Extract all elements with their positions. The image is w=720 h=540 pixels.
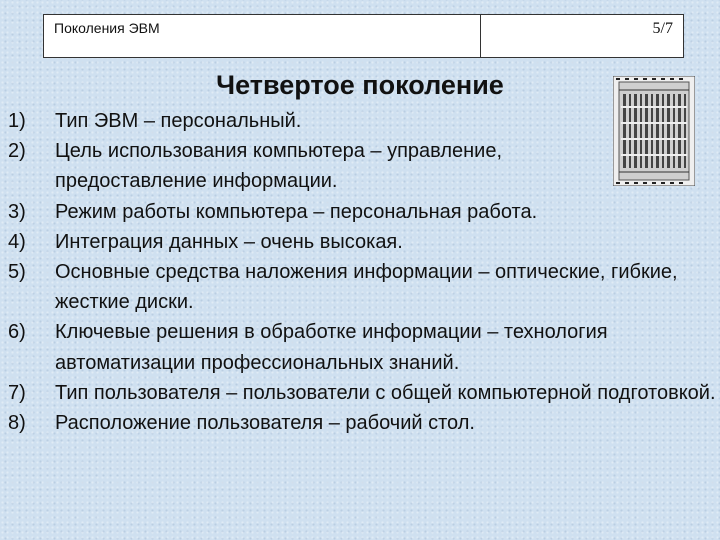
list-item: [8, 106, 720, 136]
page-number: 5/7: [652, 20, 673, 37]
item-text: Режим работы компьютера – персональная работа.: [55, 200, 538, 223]
header-title: Поколения ЭВМ: [44, 15, 481, 57]
item-number: 3): [8, 200, 26, 223]
item-number: 5): [8, 261, 26, 284]
item-number: 2): [8, 140, 26, 163]
item-number: 6): [8, 321, 26, 344]
list-item: [8, 227, 720, 257]
characteristics-list: [8, 106, 720, 438]
item-text: Расположение пользователя – рабочий стол.: [55, 412, 475, 435]
list-item: [8, 197, 720, 227]
list-item: [8, 378, 720, 408]
item-number: 8): [8, 412, 26, 435]
item-text: Тип пользователя – пользователи с общей компьютерной подготовкой.: [55, 381, 716, 404]
item-number: 4): [8, 230, 26, 253]
item-text: Интеграция данных – очень высокая.: [55, 230, 403, 253]
list-item: [8, 317, 720, 377]
slide-title: Четвертое поколение: [216, 70, 504, 100]
item-text: Ключевые решения в обработке информации – технология автоматизации профессиональных знаний.: [55, 321, 608, 374]
slide-header: [43, 14, 684, 58]
list-item: [8, 136, 720, 196]
list-item: [8, 257, 720, 317]
item-text: Цель использования компьютера – управление, предоставление информации.: [55, 140, 503, 193]
item-text: Основные средства наложения информации – оптические, гибкие, жесткие диски.: [55, 261, 678, 314]
list-item: [8, 408, 720, 438]
item-number: 7): [8, 381, 26, 404]
item-text: Тип ЭВМ – персональный.: [55, 110, 302, 132]
item-number: 1): [8, 110, 26, 132]
